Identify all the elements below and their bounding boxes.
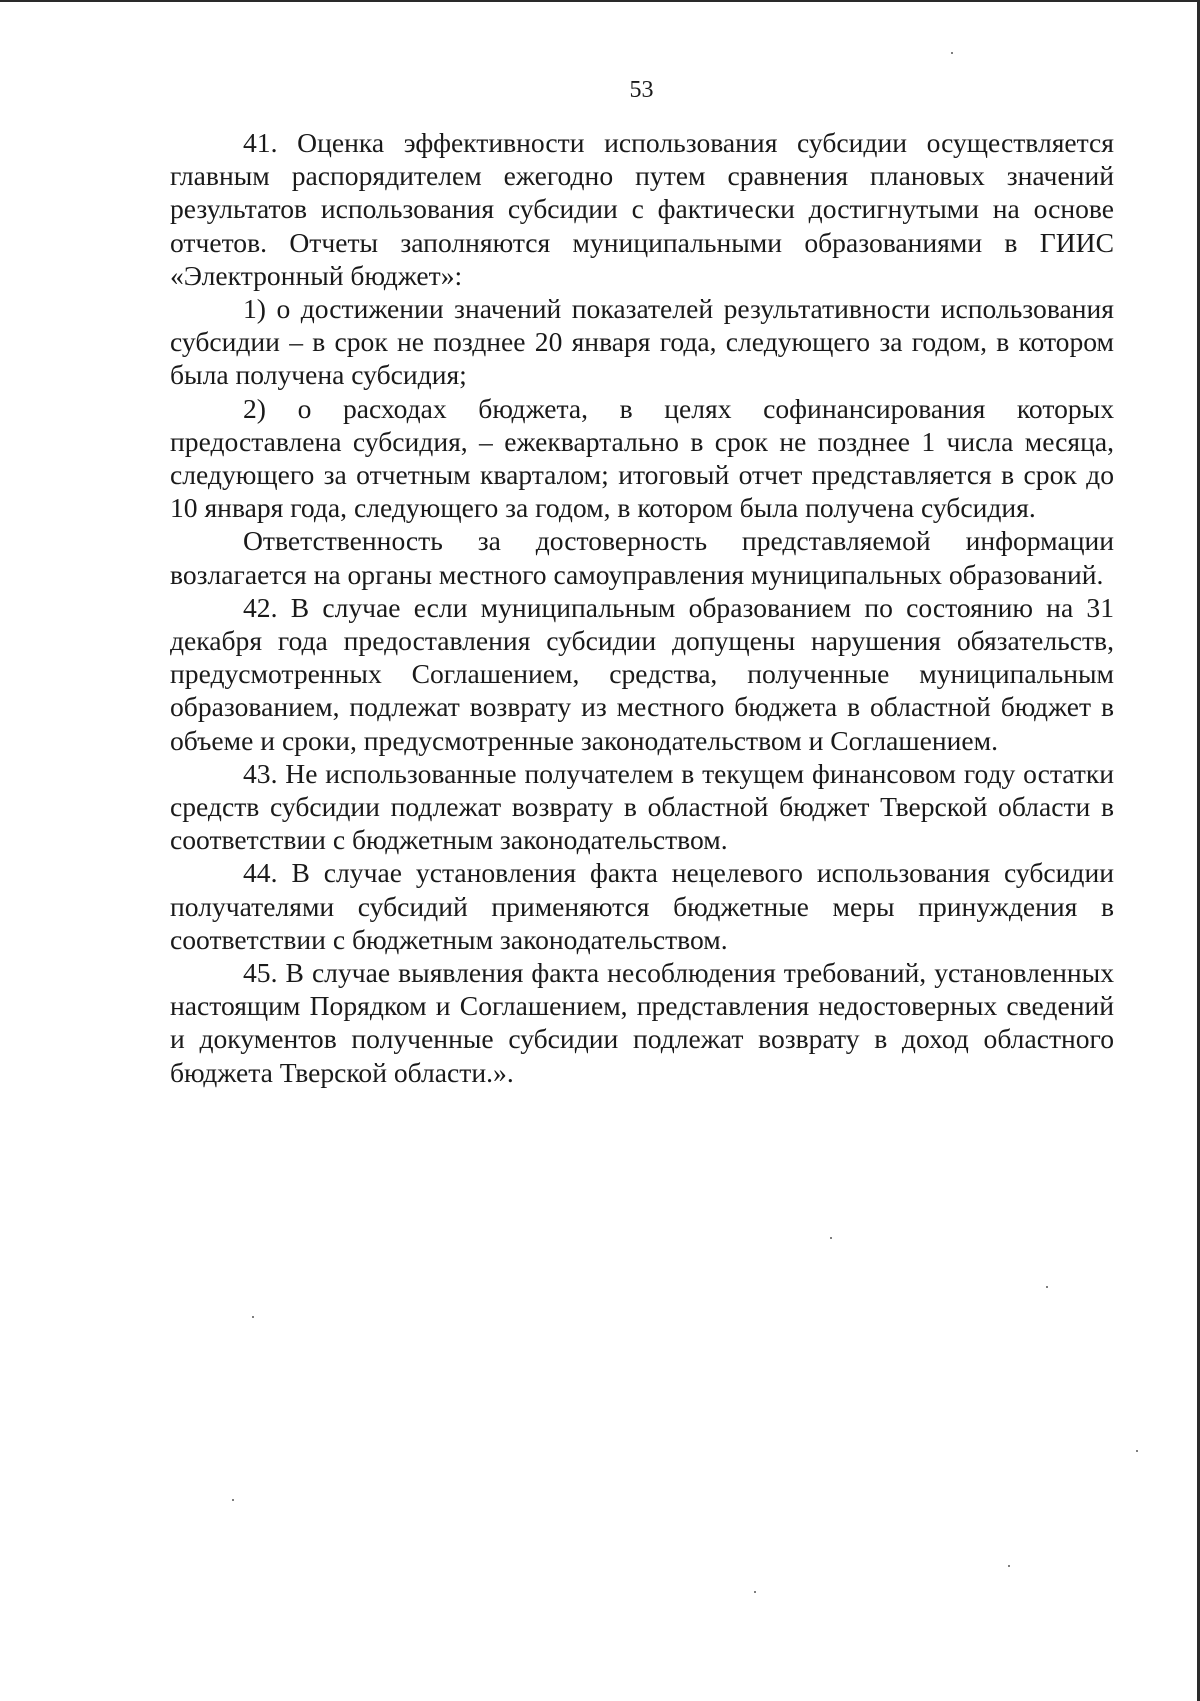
paragraph-41-responsibility: Ответственность за достоверность представляемой информации возлагается на органы местного самоуправления муниципальных образований. — [170, 525, 1114, 590]
paragraph-43: 43. Не использованные получателем в текущем финансовом году остатки средств субсидии подлежат возврату в областной бюджет Тверской области в соответствии с бюджетным законодательством. — [170, 757, 1114, 856]
paragraph-44: 44. В случае установления факта нецелевого использования субсидии получателями субсидий применяются бюджетные меры принуждения в соответствии с бюджетным законодательством. — [170, 857, 1114, 955]
scan-speck — [830, 1237, 832, 1239]
scan-speck — [252, 1316, 254, 1318]
document-body — [170, 126, 1114, 1089]
scan-speck — [951, 52, 953, 54]
paragraph-45: 45. В случае выявления факта несоблюдения требований, установленных настоящим Порядком и Соглашением, представления недостоверных сведений и документов полученные субсидии подлежат возврату в доход областного бюджета Тверской области.». — [170, 957, 1114, 1088]
paragraph-41-item-2: 2) о расходах бюджета, в целях софинансирования которых предоставлена субсидия, – ежеквартально в срок не позднее 1 числа месяца, следующего за отчетным кварталом; итоговый отчет представляется в срок до 10 января года, следующего за годом, в котором была получена субсидия. — [170, 392, 1114, 524]
scan-edge-top — [0, 0, 1200, 2]
scan-speck — [232, 1499, 234, 1501]
paragraph-42: 42. В случае если муниципальным образованием по состоянию на 31 декабря года предоставления субсидии допущены нарушения обязательств, предусмотренных Соглашением, средства, полученные муниципальным образованием, подлежат возврату из местного бюджета в областной бюджет в объеме и сроки, предусмотренные законодательством и Соглашением. — [170, 591, 1114, 756]
scan-speck — [1046, 1286, 1048, 1288]
scan-speck — [1136, 1450, 1138, 1452]
paragraph-41-item-1: 1) о достижении значений показателей результативности использования субсидии – в срок не позднее 20 января года, следующего за годом, в котором была получена субсидия; — [170, 293, 1114, 391]
scan-speck — [1008, 1565, 1010, 1567]
paragraph-41: 41. Оценка эффективности использования субсидии осуществляется главным распорядителем ежегодно путем сравнения плановых значений результатов использования субсидии с фактически достигнутыми на основе отчетов. Отчеты заполняются муниципальными образованиями в ГИИС «Электронный бюджет»: — [170, 127, 1114, 291]
scan-speck — [754, 1591, 756, 1593]
page-number: 53 — [629, 77, 654, 103]
